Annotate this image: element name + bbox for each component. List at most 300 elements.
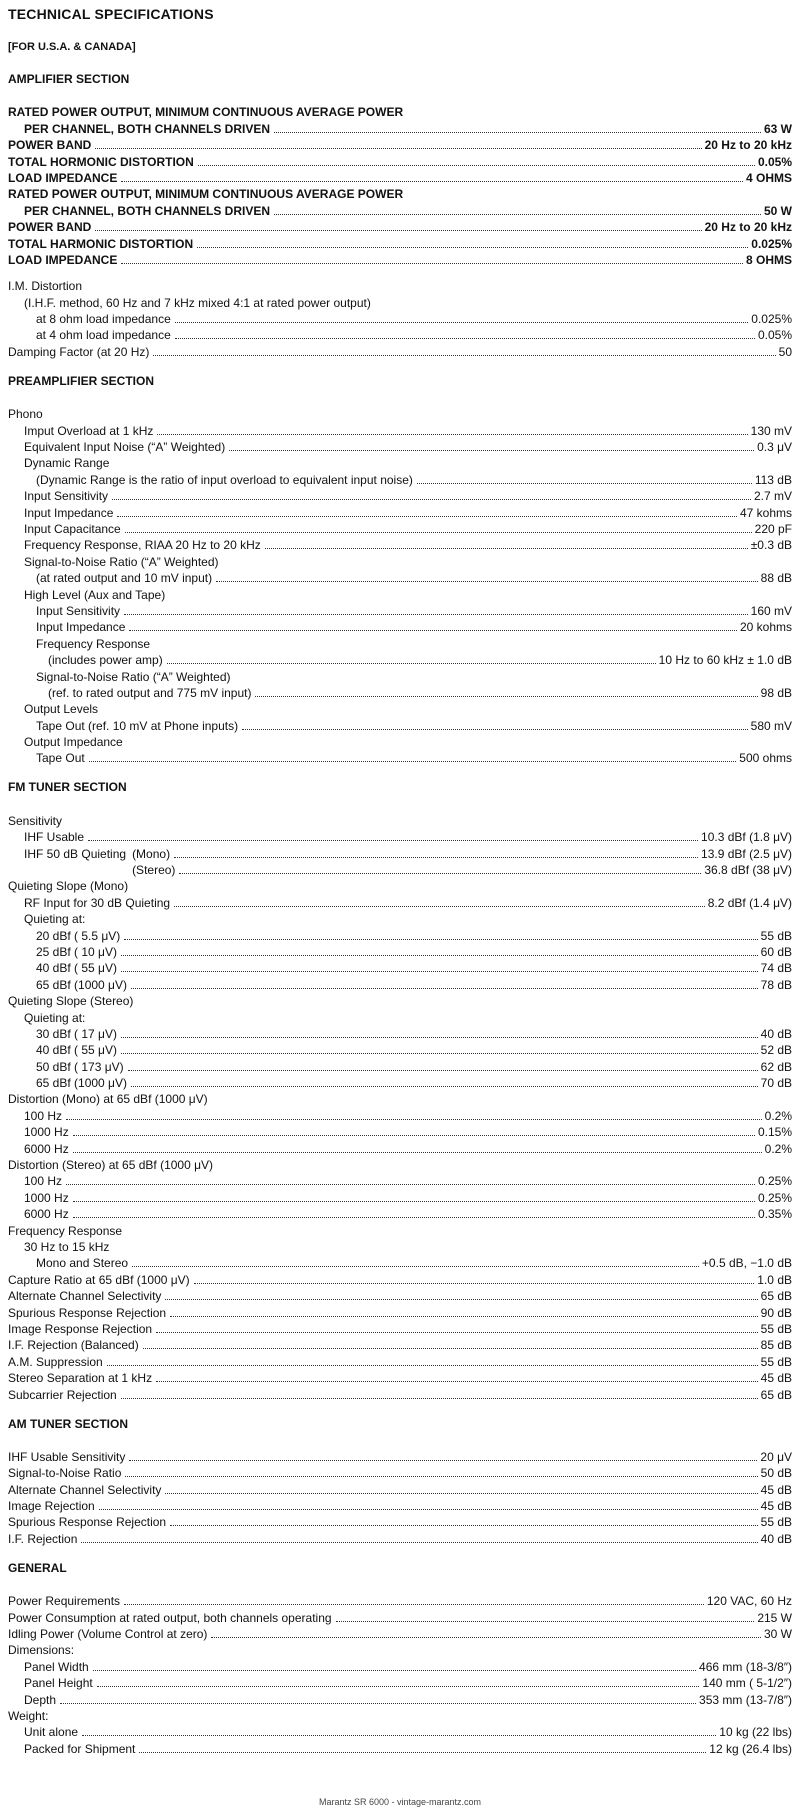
dot-leader <box>197 247 748 248</box>
spec-value: 2.7 mV <box>753 489 792 504</box>
spec-row <box>8 1124 792 1140</box>
dot-leader <box>174 857 698 858</box>
dot-leader <box>139 1752 706 1753</box>
spec-value: 220 pF <box>754 521 792 536</box>
spec-label: at 4 ohm load impedance <box>36 328 171 343</box>
spec-row <box>8 153 792 169</box>
spec-label: TOTAL HORMONIC DISTORTION <box>8 154 194 169</box>
spec-row <box>8 1740 792 1756</box>
spec-value: 120 VAC, 60 Hz <box>706 1594 792 1609</box>
spec-label: LOAD IMPEDANCE <box>8 170 118 185</box>
dot-leader <box>121 1398 758 1399</box>
spec-value: 580 mV <box>750 718 792 733</box>
spec-label: Distortion (Stereo) at 65 dBf (1000 μV) <box>8 1158 214 1173</box>
spec-row <box>8 845 792 861</box>
spec-label: Sensitivity <box>8 813 63 828</box>
dot-leader <box>89 761 737 762</box>
spec-label: TOTAL HARMONIC DISTORTION <box>8 236 194 251</box>
spec-label: Depth <box>24 1692 57 1707</box>
spec-row <box>8 120 792 136</box>
spec-label: Stereo Separation at 1 kHz <box>8 1371 153 1386</box>
spec-row <box>8 1530 792 1546</box>
spec-value: 74 dB <box>760 961 792 976</box>
spec-row <box>8 521 792 537</box>
spec-value: 1.0 dB <box>757 1272 792 1287</box>
spec-row <box>8 1206 792 1222</box>
spec-row <box>8 1239 792 1255</box>
dot-leader <box>175 338 755 339</box>
spec-label: Damping Factor (at 20 Hz) <box>8 344 150 359</box>
spec-value: 0.3 μV <box>757 440 792 455</box>
spec-label: (Dynamic Range is the ratio of input overload to equivalent input noise) <box>36 472 413 487</box>
dot-leader <box>73 1201 755 1202</box>
spec-value: 20 Hz to 20 kHz <box>704 220 792 235</box>
spec-label: Subcarrier Rejection <box>8 1387 117 1402</box>
spec-row <box>8 1107 792 1123</box>
spec-label: Alternate Channel Selectivity <box>8 1482 162 1497</box>
dot-leader <box>167 663 656 664</box>
spec-label: Unit alone <box>24 1725 79 1740</box>
spec-label: IHF Usable <box>24 830 85 845</box>
spec-value: 140 mm ( 5-1/2″) <box>702 1676 792 1691</box>
dot-leader <box>165 1299 757 1300</box>
spec-row <box>8 455 792 471</box>
spec-value: 466 mm (18-3/8″) <box>699 1659 792 1674</box>
spec-label: 100 Hz <box>24 1108 63 1123</box>
dot-leader <box>274 132 761 133</box>
spec-row <box>8 1626 792 1642</box>
spec-row <box>8 219 792 235</box>
spec-label: Panel Width <box>24 1659 89 1674</box>
dot-leader <box>274 214 761 215</box>
spec-label: RATED POWER OUTPUT, MINIMUM CONTINUOUS AVERAGE POWER <box>8 105 404 120</box>
spec-label: Capture Ratio at 65 dBf (1000 μV) <box>8 1272 190 1287</box>
spec-value: 13.9 dBf (2.5 μV) <box>701 846 792 861</box>
spec-value: 8 OHMS <box>745 252 792 267</box>
spec-label: Input Sensitivity <box>36 603 121 618</box>
spec-row <box>8 1724 792 1740</box>
spec-value: 20 μV <box>760 1449 792 1464</box>
spec-row <box>8 1271 792 1287</box>
spec-value: 45 dB <box>760 1499 792 1514</box>
spec-row <box>8 619 792 635</box>
dot-leader <box>242 729 748 730</box>
spec-label: Signal-to-Noise Ratio (“A” Weighted) <box>24 554 219 569</box>
spec-row <box>8 1009 792 1025</box>
spec-qualifier: (Stereo) <box>132 863 176 878</box>
dot-leader <box>156 1381 758 1382</box>
spec-label: Weight: <box>8 1708 49 1723</box>
spec-row <box>8 104 792 120</box>
spec-value: 160 mV <box>750 603 792 618</box>
dot-leader <box>121 181 743 182</box>
spec-value: 45 dB <box>760 1371 792 1386</box>
spec-row <box>8 1075 792 1091</box>
spec-row <box>8 1026 792 1042</box>
spec-row <box>8 927 792 943</box>
spec-row <box>8 1514 792 1530</box>
dot-leader <box>66 1184 755 1185</box>
region-note: [FOR U.S.A. & CANADA] <box>8 41 136 53</box>
dot-leader <box>66 1119 762 1120</box>
dot-leader <box>198 165 755 166</box>
dot-leader <box>73 1152 762 1153</box>
dot-leader <box>125 1476 757 1477</box>
spec-row <box>8 829 792 845</box>
dot-leader <box>125 532 752 533</box>
spec-row <box>8 537 792 553</box>
spec-value: 55 dB <box>760 1515 792 1530</box>
spec-value: 10 Hz to 60 kHz ± 1.0 dB <box>658 653 792 668</box>
dot-leader <box>170 1525 758 1526</box>
spec-label: Spurious Response Rejection <box>8 1305 167 1320</box>
dot-leader <box>255 696 757 697</box>
spec-label: PER CHANNEL, BOTH CHANNELS DRIVEN <box>24 121 271 136</box>
spec-row <box>8 717 792 733</box>
dot-leader <box>174 906 705 907</box>
spec-row <box>8 668 792 684</box>
spec-label: I.F. Rejection <box>8 1531 78 1546</box>
spec-label: (at rated output and 10 mV input) <box>36 571 213 586</box>
spec-value: 353 mm (13-7/8″) <box>699 1692 792 1707</box>
dot-leader <box>194 1283 755 1284</box>
spec-row <box>8 1288 792 1304</box>
dot-leader <box>216 581 758 582</box>
spec-value: 47 kohms <box>739 505 792 520</box>
dot-leader <box>121 263 743 264</box>
dot-leader <box>121 1053 758 1054</box>
dot-leader <box>95 230 701 231</box>
spec-label: 30 dBf ( 17 μV) <box>36 1026 117 1041</box>
spec-label: Panel Height <box>24 1676 93 1691</box>
dot-leader <box>165 1493 757 1494</box>
spec-qualifier: (Mono) <box>132 846 171 861</box>
spec-value: 0.025% <box>751 312 792 327</box>
spec-label: Image Rejection <box>8 1499 95 1514</box>
spec-value: 60 dB <box>760 944 792 959</box>
dot-leader <box>112 499 751 500</box>
dot-leader <box>129 1460 757 1461</box>
spec-value: 70 dB <box>760 1076 792 1091</box>
spec-row <box>8 944 792 960</box>
spec-row <box>8 960 792 976</box>
spec-label: Distortion (Mono) at 65 dBf (1000 μV) <box>8 1092 208 1107</box>
spec-document <box>8 6 792 1757</box>
spec-label: LOAD IMPEDANCE <box>8 252 118 267</box>
spec-label: 6000 Hz <box>24 1207 69 1222</box>
spec-value: 20 Hz to 20 kHz <box>704 138 792 153</box>
section-heading: AMPLIFIER SECTION <box>8 72 130 86</box>
dot-leader <box>121 1037 758 1038</box>
spec-row <box>8 311 792 327</box>
spec-label: Input Impedance <box>24 505 114 520</box>
spec-label: Image Response Rejection <box>8 1321 153 1336</box>
dot-leader <box>132 1266 699 1267</box>
spec-value: 40 dB <box>760 1026 792 1041</box>
spec-label: High Level (Aux and Tape) <box>24 587 166 602</box>
spec-value: 50 W <box>763 203 792 218</box>
spec-row <box>8 252 792 268</box>
spec-row <box>8 570 792 586</box>
spec-label: POWER BAND <box>8 220 92 235</box>
spec-row <box>8 1304 792 1320</box>
spec-value: ±0.3 dB <box>750 538 792 553</box>
spec-label: (I.H.F. method, 60 Hz and 7 kHz mixed 4:1 at rated power output) <box>24 295 371 310</box>
dot-leader <box>129 630 737 631</box>
spec-label: Tape Out <box>36 751 85 766</box>
dot-leader <box>95 148 701 149</box>
spec-value: 78 dB <box>760 977 792 992</box>
spec-value: 10 kg (22 lbs) <box>719 1725 792 1740</box>
spec-row <box>8 1353 792 1369</box>
spec-row <box>8 1157 792 1173</box>
spec-row <box>8 734 792 750</box>
spec-value: 0.35% <box>757 1207 792 1222</box>
spec-row <box>8 1609 792 1625</box>
spec-value: 45 dB <box>760 1482 792 1497</box>
spec-row <box>8 685 792 701</box>
dot-leader <box>336 1621 755 1622</box>
dot-leader <box>73 1135 755 1136</box>
sections-container <box>8 72 792 1757</box>
spacer <box>8 268 792 278</box>
spec-row <box>8 1189 792 1205</box>
spec-label: Output Impedance <box>24 735 123 750</box>
spec-value: 65 dB <box>760 1289 792 1304</box>
spec-label: 65 dBf (1000 μV) <box>36 1076 127 1091</box>
dot-leader <box>88 840 698 841</box>
spec-label: Signal-to-Noise Ratio <box>8 1466 122 1481</box>
spec-value: 0.2% <box>764 1141 792 1156</box>
spec-value: 0.05% <box>757 328 792 343</box>
spec-label: Input Impedance <box>36 620 126 635</box>
section-heading: PREAMPLIFIER SECTION <box>8 373 155 388</box>
spec-label: I.M. Distortion <box>8 279 83 294</box>
spec-row <box>8 1498 792 1514</box>
spec-value: 50 <box>778 344 792 359</box>
spec-row <box>8 406 792 422</box>
spec-row <box>8 1449 792 1465</box>
dot-leader <box>211 1637 761 1638</box>
dot-leader <box>417 483 752 484</box>
spec-label: (includes power amp) <box>48 653 163 668</box>
spec-value: 0.15% <box>757 1125 792 1140</box>
spec-row <box>8 1337 792 1353</box>
spec-label: A.M. Suppression <box>8 1354 103 1369</box>
spec-value: 0.05% <box>757 154 792 169</box>
spec-label: 30 Hz to 15 kHz <box>24 1240 110 1254</box>
dot-leader <box>153 355 775 356</box>
spec-row <box>8 471 792 487</box>
spec-value: 20 kohms <box>739 620 792 635</box>
dot-leader <box>82 1735 716 1736</box>
spec-row <box>8 1675 792 1691</box>
spec-label: Spurious Response Rejection <box>8 1515 167 1530</box>
dot-leader <box>73 1217 755 1218</box>
spec-label: POWER BAND <box>8 138 92 153</box>
dot-leader <box>175 322 749 323</box>
spec-value: 63 W <box>763 121 792 136</box>
spec-row <box>8 894 792 910</box>
spec-row <box>8 1255 792 1271</box>
spec-label: 25 dBf ( 10 μV) <box>36 944 117 959</box>
dot-leader <box>179 873 701 874</box>
spec-row <box>8 701 792 717</box>
spec-label: RATED POWER OUTPUT, MINIMUM CONTINUOUS AVERAGE POWER <box>8 187 404 202</box>
spec-row <box>8 862 792 878</box>
spec-row <box>8 1140 792 1156</box>
spec-label: Power Requirements <box>8 1594 121 1609</box>
spec-value: 55 dB <box>760 1321 792 1336</box>
spec-value: 55 dB <box>760 1354 792 1369</box>
dot-leader <box>156 1332 758 1333</box>
spec-row <box>8 1593 792 1609</box>
spec-label: I.F. Rejection (Balanced) <box>8 1338 139 1353</box>
spec-label: Phono <box>8 407 43 422</box>
spec-row <box>8 235 792 251</box>
spec-label: Frequency Response <box>36 636 151 651</box>
spec-value: 88 dB <box>760 571 792 586</box>
spec-label: Tape Out (ref. 10 mV at Phone inputs) <box>36 718 239 733</box>
spec-label: 100 Hz <box>24 1174 63 1189</box>
spec-row <box>8 652 792 668</box>
spec-row <box>8 327 792 343</box>
dot-leader <box>121 971 758 972</box>
spec-value: 30 W <box>763 1627 792 1642</box>
dot-leader <box>93 1670 696 1671</box>
spec-value: 55 dB <box>760 928 792 943</box>
section-heading: FM TUNER SECTION <box>8 780 127 795</box>
spec-label: IHF 50 dB Quieting <box>24 846 127 861</box>
spec-row <box>8 635 792 651</box>
dot-leader <box>117 516 737 517</box>
dot-leader <box>131 988 758 989</box>
spec-row <box>8 488 792 504</box>
spec-label: IHF Usable Sensitivity <box>8 1449 126 1464</box>
dot-leader <box>157 434 747 435</box>
spec-row <box>8 186 792 202</box>
spec-row <box>8 1386 792 1402</box>
spec-row <box>8 202 792 218</box>
spec-row <box>8 1321 792 1337</box>
spec-label: Input Sensitivity <box>24 489 109 504</box>
spec-row <box>8 1465 792 1481</box>
spec-row <box>8 1708 792 1724</box>
spec-row <box>8 294 792 310</box>
dot-leader <box>229 450 754 451</box>
spec-value: 0.2% <box>764 1108 792 1123</box>
spec-value: 4 OHMS <box>745 170 792 185</box>
spec-label: Imput Overload at 1 kHz <box>24 423 154 438</box>
spec-label: Quieting Slope (Stereo) <box>8 994 134 1009</box>
spec-label: Dynamic Range <box>24 456 110 471</box>
spec-label: Mono and Stereo <box>36 1256 129 1271</box>
spec-value: 0.25% <box>757 1174 792 1189</box>
spec-label: 6000 Hz <box>24 1141 69 1156</box>
spec-value: 98 dB <box>760 685 792 700</box>
spec-value: 40 dB <box>760 1531 792 1546</box>
spec-row <box>8 812 792 828</box>
dot-leader <box>60 1703 696 1704</box>
spec-row <box>8 278 792 294</box>
spec-row <box>8 976 792 992</box>
spec-label: Output Levels <box>24 702 99 717</box>
spec-row <box>8 1222 792 1238</box>
spec-row <box>8 1173 792 1189</box>
footer-credit: Marantz SR 6000 - vintage-marantz.com <box>318 1797 482 1807</box>
dot-leader <box>124 939 757 940</box>
spec-row <box>8 1691 792 1707</box>
spec-label: Quieting at: <box>24 1010 86 1025</box>
spec-row <box>8 1058 792 1074</box>
spec-label: 20 dBf ( 5.5 μV) <box>36 928 121 943</box>
spec-value: 90 dB <box>760 1305 792 1320</box>
dot-leader <box>124 1604 704 1605</box>
spec-value: 85 dB <box>760 1338 792 1353</box>
dot-leader <box>107 1365 758 1366</box>
spec-row <box>8 439 792 455</box>
spec-value: 50 dB <box>760 1466 792 1481</box>
dot-leader <box>265 548 748 549</box>
spec-row <box>8 1370 792 1386</box>
spec-value: 500 ohms <box>739 751 792 766</box>
spec-row <box>8 1481 792 1497</box>
spec-label: Frequency Response, RIAA 20 Hz to 20 kHz <box>24 538 261 553</box>
spec-row <box>8 878 792 894</box>
spec-row <box>8 170 792 186</box>
spec-row <box>8 911 792 927</box>
spec-label: 1000 Hz <box>24 1190 69 1205</box>
spec-label: at 8 ohm load impedance <box>36 312 171 327</box>
spec-row <box>8 1091 792 1107</box>
spec-row <box>8 137 792 153</box>
spec-label: Quieting Slope (Mono) <box>8 879 129 894</box>
spec-value: 113 dB <box>754 472 792 487</box>
dot-leader <box>124 614 748 615</box>
spec-value: 8.2 dBf (1.4 μV) <box>707 895 792 910</box>
spec-label: (ref. to rated output and 775 mV input) <box>48 685 252 700</box>
spec-value: 62 dB <box>760 1059 792 1074</box>
spec-value: 36.8 dBf (38 μV) <box>704 863 792 878</box>
spec-label: 50 dBf ( 173 μV) <box>36 1059 124 1074</box>
spec-value: 10.3 dBf (1.8 μV) <box>701 830 792 845</box>
spec-label: 65 dBf (1000 μV) <box>36 977 127 992</box>
spec-label: Input Capacitance <box>24 521 121 536</box>
spec-label: Frequency Response <box>8 1223 123 1238</box>
spec-value: 12 kg (26.4 lbs) <box>709 1741 792 1756</box>
spec-label: Alternate Channel Selectivity <box>8 1289 162 1304</box>
spec-value: 52 dB <box>760 1043 792 1058</box>
spec-label: Equivalent Input Noise (“A” Weighted) <box>24 440 226 455</box>
spec-row <box>8 1042 792 1058</box>
document-title: TECHNICAL SPECIFICATIONS <box>8 6 214 22</box>
spec-label: Dimensions: <box>8 1643 75 1658</box>
dot-leader <box>121 955 758 956</box>
spec-label: PER CHANNEL, BOTH CHANNELS DRIVEN <box>24 203 271 218</box>
spec-label: Signal-to-Noise Ratio (“A” Weighted) <box>36 669 231 684</box>
dot-leader <box>131 1086 758 1087</box>
spec-label: Idling Power (Volume Control at zero) <box>8 1627 208 1642</box>
dot-leader <box>170 1316 758 1317</box>
spec-row <box>8 603 792 619</box>
dot-leader <box>99 1509 758 1510</box>
spec-value: 215 W <box>757 1610 792 1625</box>
section-heading: AM TUNER SECTION <box>8 1416 128 1431</box>
spec-row <box>8 750 792 766</box>
spec-label: Packed for Shipment <box>24 1741 136 1756</box>
spec-value: 0.025% <box>751 236 792 251</box>
spec-value: 65 dB <box>760 1387 792 1402</box>
